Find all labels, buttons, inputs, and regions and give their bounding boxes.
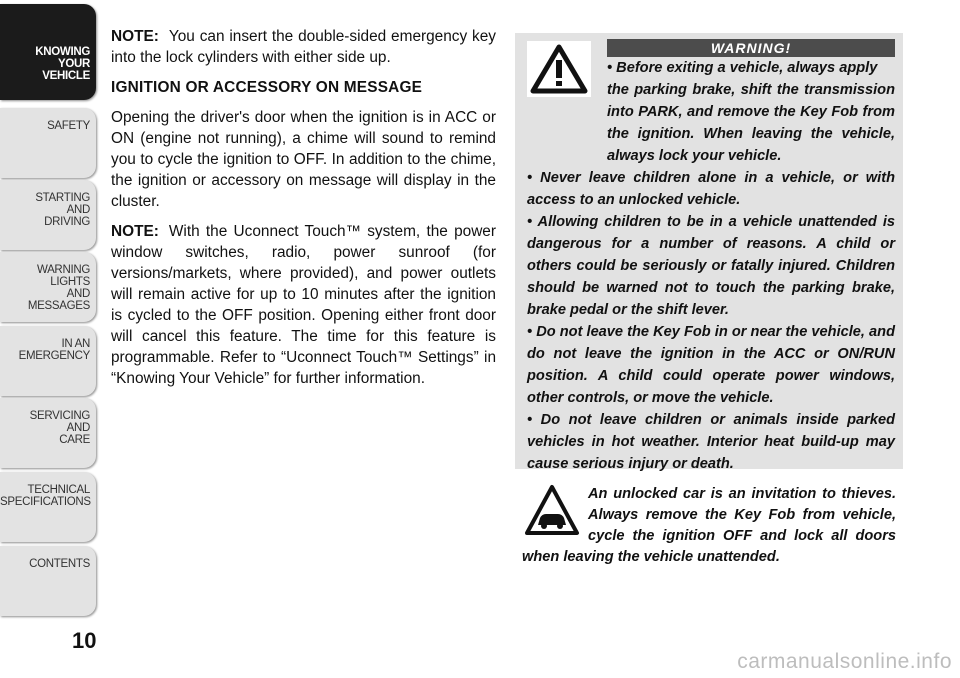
theft-note <box>522 484 896 568</box>
tab-contents[interactable]: CONTENTS <box>0 546 96 616</box>
tab-servicing-and-care[interactable]: SERVICING AND CARE <box>0 398 96 468</box>
warning-item-start: • Before exiting a vehicle, always apply <box>607 60 878 76</box>
tab-safety[interactable]: SAFETY <box>0 108 96 178</box>
warning-item: • Do not leave children or animals inside parked vehicles in hot weather. Interior heat build-up may cause serious injury or death. <box>527 412 895 472</box>
warning-triangle-icon <box>527 41 591 97</box>
note-text: You can insert the double-sided emergency key into the lock cylinders with either side up. <box>111 28 496 66</box>
tab-knowing-your-vehicle[interactable]: KNOWING YOUR VEHICLE <box>0 4 96 100</box>
tab-warning-lights-and-messages[interactable]: WARNING LIGHTS AND MESSAGES <box>0 252 96 322</box>
watermark: carmanualsonline.info <box>737 650 952 673</box>
chapter-tabs <box>0 0 98 600</box>
warning-item: • Allowing children to be in a vehicle unattended is dangerous for a number of reasons. A child or others could be seriously or fatally injured. Children should be warned not to touch the parking brake, brake pedal or the shift lever. <box>527 214 895 318</box>
note-label: NOTE: <box>111 223 159 240</box>
tab-starting-and-driving[interactable]: STARTING AND DRIVING <box>0 180 96 250</box>
warning-title: WARNING! <box>607 39 895 57</box>
page-number: 10 <box>72 628 97 653</box>
left-column <box>111 26 496 398</box>
warning-item: • Never leave children alone in a vehicle, or with access to an unlocked vehicle. <box>527 170 895 208</box>
body-paragraph: Opening the driver's door when the ignition is in ACC or ON (engine not running), a chime will sound to remind you to cycle the ignition to OFF. In addition to the chime, the ignition or accessory on message will display in the cluster. <box>111 109 496 210</box>
warning-box <box>515 33 903 472</box>
tab-in-an-emergency[interactable]: IN AN EMERGENCY <box>0 326 96 396</box>
warning-item-rest: the parking brake, shift the transmission into PARK, and remove the Key Fob from the ignition. When leaving the vehicle, always lock your vehicle. <box>607 82 895 164</box>
car-triangle-icon <box>524 484 580 536</box>
note-label: NOTE: <box>111 28 159 45</box>
section-heading: IGNITION OR ACCESSORY ON MESSAGE <box>111 79 423 96</box>
theft-note-text: An unlocked car is an invitation to thieves. Always remove the Key Fob from vehicle, cycle the ignition OFF and lock all doors when leaving the vehicle unattended. <box>522 486 896 565</box>
warning-item: • Do not leave the Key Fob in or near the vehicle, and do not leave the ignition in the ACC or ON/RUN position. A child could operate power windows, other controls, or move the vehicle. <box>527 324 895 406</box>
tab-technical-specifications[interactable]: TECHNICAL SPECIFICATIONS <box>0 472 96 542</box>
note-paragraph <box>111 26 496 68</box>
note-text: With the Uconnect Touch™ system, the power window switches, radio, power sunroof (for versions/markets, where provided), and power outlets will remain active for up to 10 minutes after the ignition is cycled to the OFF position. Opening either front door will cancel this feature. The time for this feature is programmable. Refer to “Uconnect Touch™ Settings” in “Knowing Your Vehicle” for further information. <box>111 223 496 387</box>
note-paragraph <box>111 221 496 389</box>
